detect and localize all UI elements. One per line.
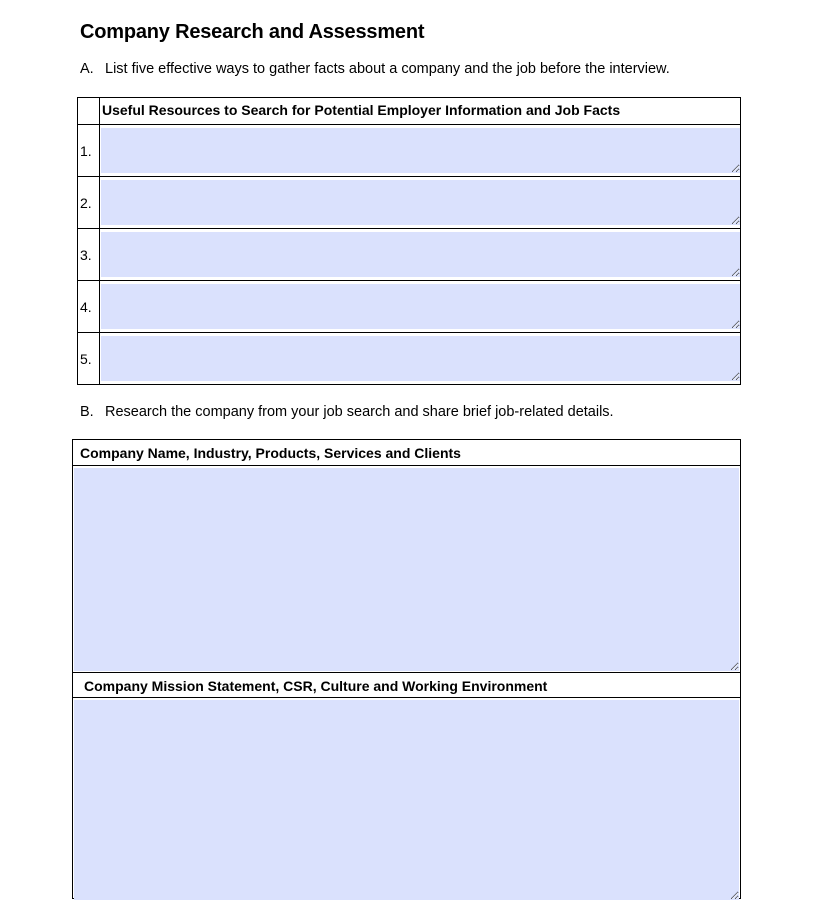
company-mission-field[interactable] [74,700,739,900]
company-mission-label: Company Mission Statement, CSR, Culture and Working Environment [84,678,548,694]
resource-field-2[interactable] [101,180,740,225]
company-details-table [72,439,741,899]
row-number-cell [78,229,100,280]
instruction-a-marker: A. [80,61,94,77]
company-mission-header [73,672,740,698]
instruction-b-text: Research the company from your job search and share brief job-related details. [105,404,614,420]
instruction-a-text: List five effective ways to gather facts about a company and the job before the interview. [105,61,670,77]
resource-row-3 [78,229,740,281]
page-title: Company Research and Assessment [80,21,425,43]
instruction-b [80,404,614,420]
row-number-cell [78,177,100,228]
resources-table-header [78,98,740,125]
company-overview-field[interactable] [74,468,739,671]
row-number-cell [78,125,100,176]
instruction-b-marker: B. [80,404,94,420]
instruction-a [80,61,670,77]
resources-table-header-label: Useful Resources to Search for Potential Employer Information and Job Facts [102,102,621,118]
row-number: 5. [80,351,92,367]
header-gutter [78,98,100,124]
resource-field-4[interactable] [101,284,740,329]
resource-row-2 [78,177,740,229]
company-overview-header [73,440,740,466]
row-number-cell [78,333,100,385]
resource-row-5 [78,333,740,385]
resource-field-5[interactable] [101,336,740,381]
company-overview-label: Company Name, Industry, Products, Services and Clients [80,445,461,461]
resources-table [77,97,741,385]
resource-field-3[interactable] [101,232,740,277]
row-number: 3. [80,247,92,263]
resource-row-4 [78,281,740,333]
row-number: 1. [80,143,92,159]
resource-row-1 [78,125,740,177]
row-number: 4. [80,299,92,315]
row-number-cell [78,281,100,332]
row-number: 2. [80,195,92,211]
resource-field-1[interactable] [101,128,740,173]
